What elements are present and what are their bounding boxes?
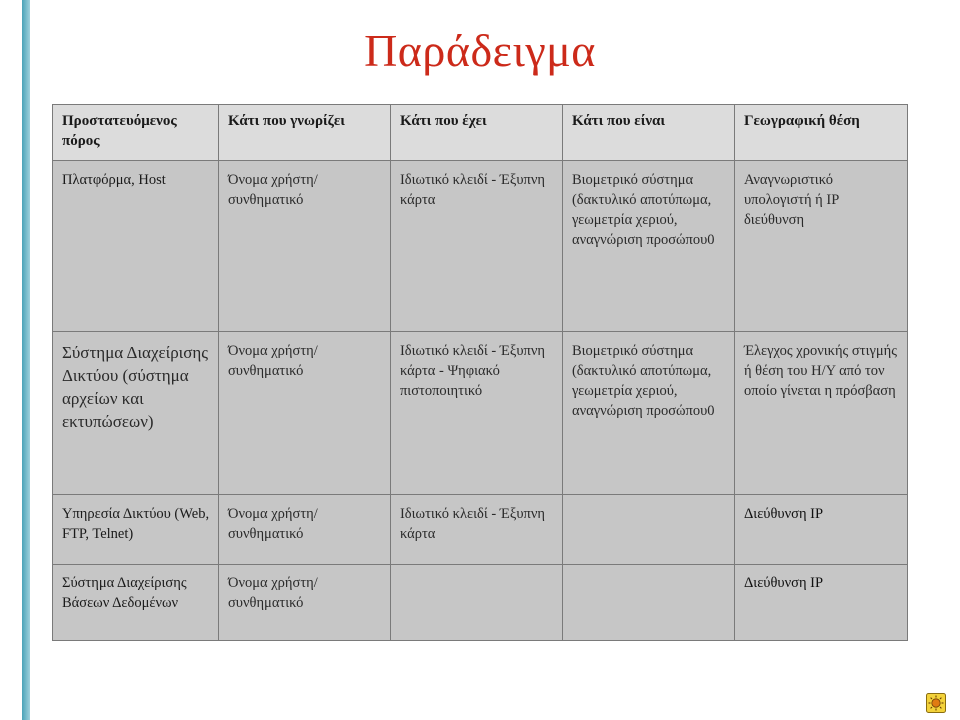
- table-header-row: [53, 105, 908, 161]
- table-cell: Έλεγχος χρονικής στιγμής ή θέση του Η/Υ από τον οποίο γίνεται η πρόσβαση: [734, 332, 907, 495]
- header-geographic-location: Γεωγραφική θέση: [734, 105, 907, 161]
- accent-bar: [22, 0, 30, 720]
- table-cell: Αναγνωριστικό υπολογιστή ή IP διεύθυνση: [734, 161, 907, 332]
- table-cell: Όνομα χρήστη/ συνθηματικό: [218, 495, 390, 565]
- table-cell: Όνομα χρήστη/ συνθηματικό: [218, 161, 390, 332]
- slide-title: Παράδειγμα: [364, 25, 596, 76]
- table-row: [53, 161, 908, 332]
- table-cell: [562, 565, 734, 641]
- table-cell: Πλατφόρμα, Host: [53, 161, 219, 332]
- table-cell: Ιδιωτικό κλειδί - Έξυπνη κάρτα: [390, 161, 562, 332]
- table-cell: Ιδιωτικό κλειδί - Έξυπνη κάρτα - Ψηφιακό πιστοποιητικό: [390, 332, 562, 495]
- header-protected-resource: Προστατευόμενος πόρος: [53, 105, 219, 161]
- header-something-known: Κάτι που γνωρίζει: [218, 105, 390, 161]
- table-row: [53, 332, 908, 495]
- table-cell: Όνομα χρήστη/ συνθηματικό: [218, 332, 390, 495]
- table-cell: [390, 565, 562, 641]
- header-something-is: Κάτι που είναι: [562, 105, 734, 161]
- authentication-table: [52, 104, 908, 641]
- header-something-owned: Κάτι που έχει: [390, 105, 562, 161]
- presentation-sun-icon[interactable]: [926, 693, 946, 713]
- table-cell: Βιομετρικό σύστημα (δακτυλικό αποτύπωμα, γεωμετρία χεριού, αναγνώριση προσώπου0: [562, 161, 734, 332]
- table-cell: Σύστημα Διαχείρισης Βάσεων Δεδομένων: [53, 565, 219, 641]
- table-cell: Όνομα χρήστη/ συνθηματικό: [218, 565, 390, 641]
- table-row: [53, 495, 908, 565]
- table-cell: Ιδιωτικό κλειδί - Έξυπνη κάρτα: [390, 495, 562, 565]
- table-cell: Βιομετρικό σύστημα (δακτυλικό αποτύπωμα, γεωμετρία χεριού, αναγνώριση προσώπου0: [562, 332, 734, 495]
- table-row: [53, 565, 908, 641]
- table-cell: Διεύθυνση IP: [734, 495, 907, 565]
- table-cell: Υπηρεσία Δικτύου (Web, FTP, Telnet): [53, 495, 219, 565]
- table-cell: [562, 495, 734, 565]
- table-cell: Διεύθυνση IP: [734, 565, 907, 641]
- table-cell: Σύστημα Διαχείρισης Δικτύου (σύστημα αρχείων και εκτυπώσεων): [53, 332, 219, 495]
